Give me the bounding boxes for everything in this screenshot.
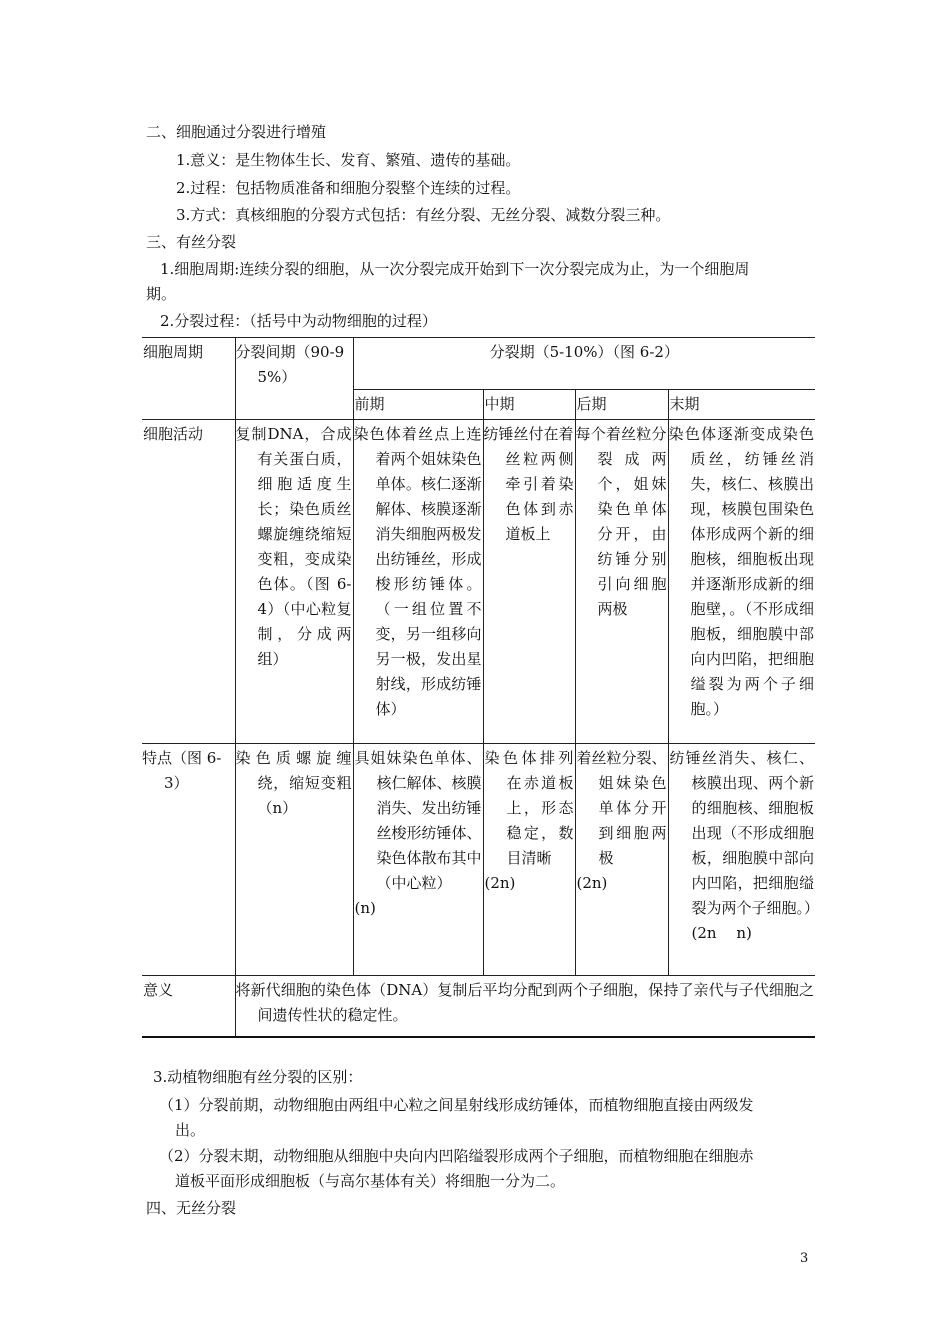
row-activity-telophase: 染色体逐渐变成染色质丝，纺锤丝消失，核仁、核膜出现，核膜包围染色体形成两个新的细胞核，细胞板出现并逐渐形成新的细胞壁，。（不形成细胞板，细胞膜中部向内凹陷，把细胞缢裂为两个子细胞。） [668,420,815,744]
row-feature-label: 特点（图 6-3） [142,744,235,976]
row-feature-anaphase: 着丝粒分裂、姐妹染色单体分开到细胞两极 [576,749,667,867]
section2-item-3: 3.方式：真核细胞的分裂方式包括：有丝分裂、无丝分裂、减数分裂三种。 [176,206,671,224]
row-significance-value: 将新代细胞的染色体（DNA）复制后平均分配到两个子细胞，保持了亲代与子代细胞之间遗传性状的稳定性。 [235,976,815,1037]
header-prophase: 前期 [353,390,483,420]
header-interphase: 分裂间期（90-95%） [235,338,353,420]
row-feature-metaphase-cell [483,744,575,976]
row-feature-prophase-ploidy: (n) [354,899,376,917]
page-number: 3 [800,1251,809,1266]
row-feature-interphase: 染色质螺旋缠绕，缩短变粗（n） [235,744,353,976]
section2-heading: 二、细胞通过分裂进行增殖 [146,123,327,141]
row-activity-interphase: 复制DNA，合成有关蛋白质，细胞适度生长；染色质丝螺旋缠绕缩短变粗，变成染色体。（图 6-4）（中心粒复制，分成两组） [235,420,353,744]
diff-point-1-line-1: （1）分裂前期，动物细胞由两组中心粒之间星射线形成纺锤体，而植物细胞直接由两级发 [159,1096,754,1114]
section3-item-2: 2.分裂过程：（括号中为动物细胞的过程） [160,312,437,330]
row-feature-telophase-ploidy: (2n n) [691,924,752,942]
row-feature-metaphase: 染色体排列在赤道板上，形态稳定，数目清晰 [484,749,574,867]
row-feature-metaphase-ploidy: (2n) [484,874,516,892]
row-feature-prophase: 具姐妹染色单体、核仁解体、核膜消失、发出纺锤丝梭形纺锤体、染色体散布其中（中心粒） [354,749,482,892]
diff-point-1-line-2: 出。 [175,1121,206,1139]
row-activity-label: 细胞活动 [142,420,235,744]
section3-item-1-line-2: 期。 [146,285,177,303]
section3-item-1-line-1: 1.细胞周期:连续分裂的细胞，从一次分裂完成开始到下一次分裂完成为止，为一个细胞周 [160,260,750,278]
row-activity-prophase: 染色体着丝点上连着两个姐妹染色单体。核仁逐渐解体、核膜逐渐消失细胞两极发出纺锤丝，形成梭形纺锤体。（一组位置不变，另一组移向另一极，发出星射线，形成纺锤体） [353,420,483,744]
mitosis-table [142,337,820,1038]
diff-heading: 3.动植物细胞有丝分裂的区别： [153,1068,363,1086]
row-feature-telophase-cell [668,744,820,976]
row-activity-anaphase: 每个着丝粒分裂成两个，姐妹染色单体分开，由纺锤分别引向细胞两极 [575,420,668,744]
row-feature-telophase: 纺锤丝消失、核仁、核膜出现、两个新的细胞核、细胞板出现（不形成细胞板，细胞膜中部向内凹陷，把细胞缢裂为两个子细胞。） [669,749,820,917]
section4-heading: 四、无丝分裂 [146,1199,237,1217]
section2-item-2: 2.过程：包括物质准备和细胞分裂整个连续的过程。 [176,179,521,197]
diff-point-2-line-2: 道板平面形成细胞板（与高尔基体有关）将细胞一分为二。 [175,1172,566,1190]
header-cycle: 细胞周期 [142,338,235,420]
row-feature-prophase-cell [353,744,483,976]
header-anaphase: 后期 [575,390,668,420]
row-significance-label: 意义 [142,976,235,1037]
header-metaphase: 中期 [483,390,575,420]
row-activity-metaphase: 纺锤丝付在着丝粒两侧牵引着染色体到赤道板上 [483,420,575,744]
row-feature-anaphase-ploidy: (2n) [576,874,608,892]
section3-heading: 三、有丝分裂 [146,233,237,251]
section2-item-1: 1.意义：是生物体生长、发育、繁殖、遗传的基础。 [176,151,521,169]
header-telophase: 末期 [668,390,815,420]
row-feature-anaphase-cell [575,744,668,976]
diff-point-2-line-1: （2）分裂末期，动物细胞从细胞中央向内凹陷缢裂形成两个子细胞，而植物细胞在细胞赤 [159,1147,754,1165]
header-mitosis: 分裂期（5-10%）（图 6-2） [353,338,815,390]
